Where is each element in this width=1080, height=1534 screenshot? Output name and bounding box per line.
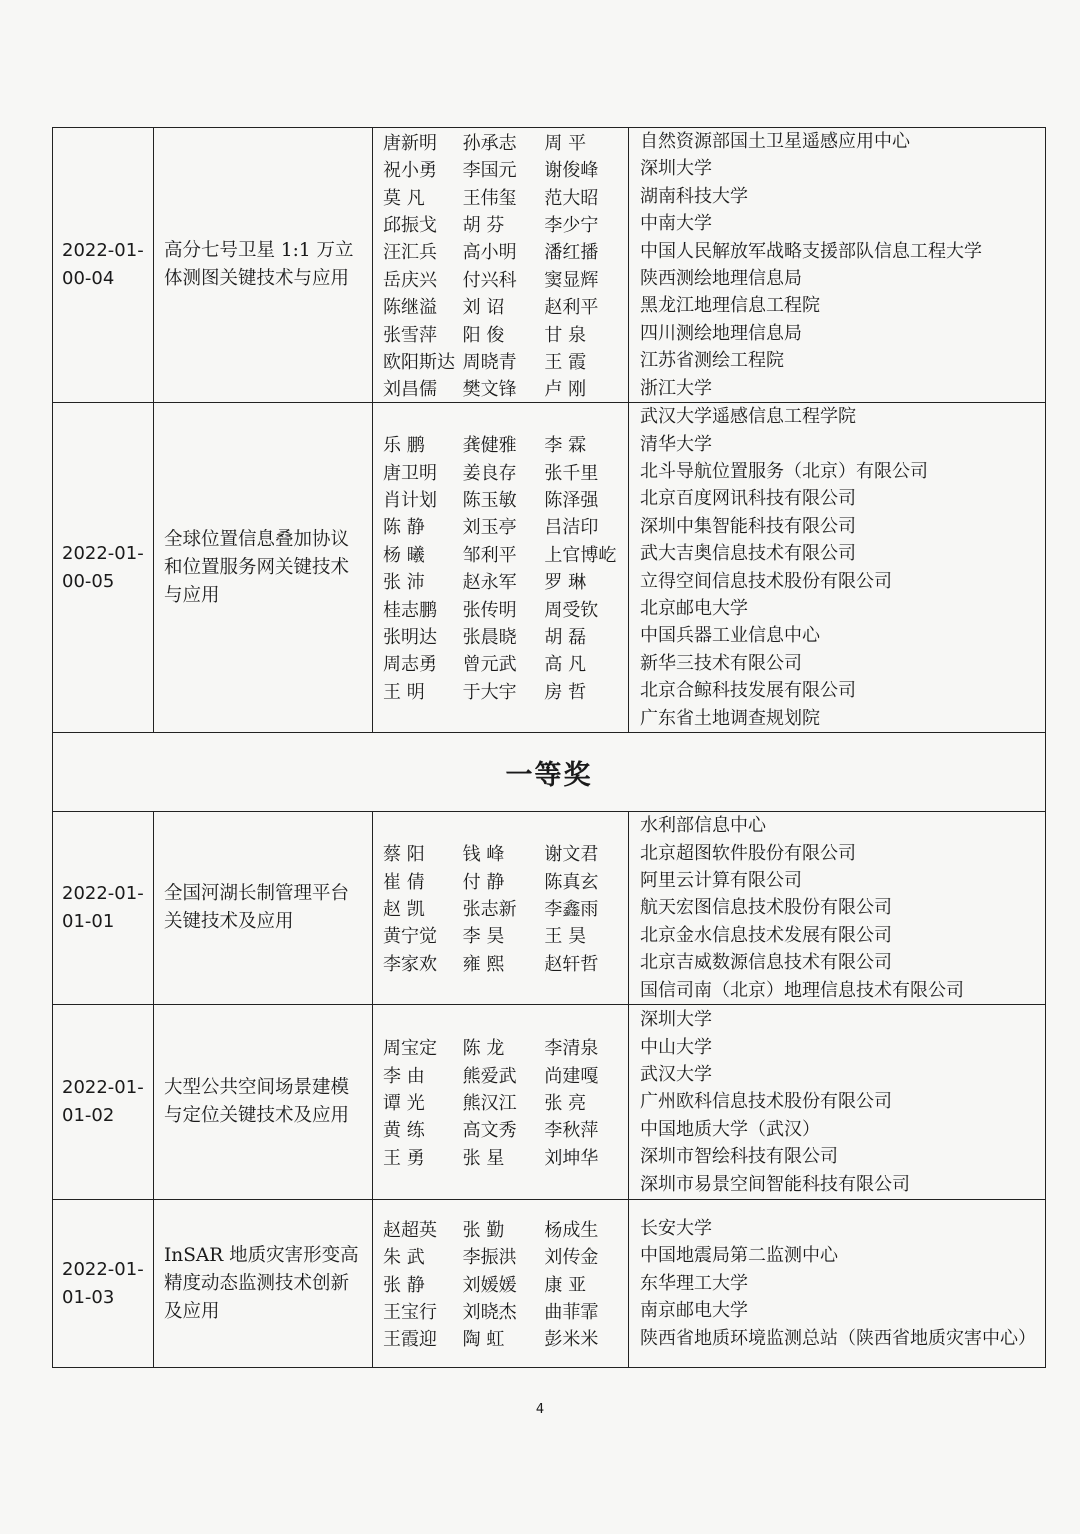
member-name: 刘传金 — [544, 1247, 599, 1269]
page-number: 4 — [535, 1402, 545, 1417]
member-name: 吕洁印 — [544, 517, 599, 539]
member-name: 龚健雅 — [462, 435, 517, 457]
member-name: 李家欢 — [383, 953, 437, 975]
member-row — [383, 375, 618, 402]
project-title-cell — [154, 1200, 373, 1368]
member-name: 李 昊 — [462, 926, 505, 948]
units-list — [629, 1215, 1045, 1352]
project-title: 大型公共空间场景建模与定位关键技术及应用 — [164, 1077, 350, 1127]
unit-name: 南京邮电大学 — [640, 1300, 748, 1322]
project-id-cell — [53, 1200, 154, 1368]
unit-name: 四川测绘地理信息局 — [640, 322, 802, 344]
member-name: 崔 倩 — [383, 871, 425, 893]
unit-name: 立得空间信息技术股份有限公司 — [640, 570, 892, 592]
member-name: 周志勇 — [383, 654, 437, 676]
unit-name: 中南大学 — [640, 213, 712, 235]
member-row — [383, 1088, 618, 1115]
member-name: 熊汉江 — [462, 1093, 517, 1115]
units-cell — [629, 128, 1046, 403]
member-row — [383, 292, 618, 319]
member-row — [383, 347, 618, 374]
section-heading: 一等奖 — [505, 759, 593, 791]
member-name: 刘 诏 — [462, 297, 505, 319]
member-name: 赵永军 — [462, 572, 517, 594]
table-row — [53, 1005, 1046, 1200]
member-name: 王 勇 — [383, 1147, 425, 1169]
member-name: 王宝行 — [383, 1301, 437, 1323]
member-name: 周受钦 — [544, 599, 599, 621]
unit-name: 中山大学 — [640, 1036, 712, 1058]
member-row — [383, 1297, 618, 1324]
member-row — [383, 894, 618, 921]
member-name: 康 亚 — [544, 1274, 587, 1296]
project-title: 全国河湖长制管理平台关键技术及应用 — [164, 883, 350, 933]
member-row — [383, 1061, 618, 1088]
member-name: 谢文君 — [544, 844, 599, 866]
member-name: 王霞迎 — [383, 1329, 437, 1351]
project-title-cell — [154, 812, 373, 1005]
member-row — [383, 540, 618, 567]
member-name: 乐 鹏 — [383, 435, 425, 457]
member-name: 樊文锋 — [462, 379, 517, 401]
member-name: 张 勤 — [462, 1219, 505, 1241]
unit-name: 国信司南（北京）地理信息技术有限公司 — [640, 979, 964, 1001]
unit-name: 东华理工大学 — [640, 1272, 748, 1294]
project-title-cell — [154, 1005, 373, 1200]
member-name: 李 霖 — [544, 435, 587, 457]
member-name: 杨成生 — [544, 1219, 599, 1241]
members-cell — [373, 128, 629, 403]
members-cell — [373, 1005, 629, 1200]
unit-name: 北京超图软件股份有限公司 — [640, 842, 856, 864]
member-name: 杨 曦 — [383, 544, 425, 566]
member-name: 李国元 — [462, 160, 517, 182]
award-table-body-bottom — [53, 812, 1046, 1368]
member-row — [383, 650, 618, 677]
project-id-cell — [53, 812, 154, 1005]
member-name: 黄宁觉 — [383, 926, 437, 948]
member-row — [383, 128, 618, 155]
member-name: 高 凡 — [544, 654, 587, 676]
unit-name: 清华大学 — [640, 433, 712, 455]
member-name: 刘玉亭 — [462, 517, 517, 539]
members-list — [373, 840, 628, 977]
member-name: 房 哲 — [544, 681, 587, 703]
project-id-cell — [53, 128, 154, 403]
member-name: 黄 练 — [383, 1120, 425, 1142]
member-name: 邹利平 — [462, 544, 517, 566]
member-name: 王 昊 — [544, 926, 587, 948]
project-title: InSAR 地质灾害形变高精度动态监测技术创新及应用 — [164, 1244, 359, 1322]
member-name: 潘红播 — [544, 242, 599, 264]
project-id: 2022-01- 00-05 — [62, 542, 144, 592]
member-name: 赵 凯 — [383, 899, 425, 921]
member-row — [383, 1270, 618, 1297]
member-row — [383, 1242, 618, 1269]
member-name: 陶 虹 — [462, 1329, 505, 1351]
member-name: 莫 凡 — [383, 187, 425, 209]
members-cell — [373, 812, 629, 1005]
units-cell — [629, 403, 1046, 733]
member-name: 张雪萍 — [383, 324, 437, 346]
member-name: 陈玉敏 — [462, 490, 517, 512]
member-name: 唐卫明 — [383, 462, 437, 484]
member-row — [383, 155, 618, 182]
member-name: 谭 光 — [383, 1093, 425, 1115]
member-row — [383, 677, 618, 704]
member-name: 张 亮 — [544, 1093, 587, 1115]
member-row — [383, 1215, 618, 1242]
project-id: 2022-01- 01-03 — [62, 1258, 144, 1308]
member-name: 张千里 — [544, 462, 599, 484]
member-name: 祝小勇 — [383, 160, 437, 182]
unit-name: 武汉大学 — [640, 1063, 712, 1085]
member-name: 高小明 — [462, 242, 517, 264]
member-row — [383, 1325, 618, 1352]
project-id: 2022-01- 00-04 — [62, 240, 144, 290]
unit-name: 中国地质大学（武汉） — [640, 1118, 820, 1140]
member-row — [383, 840, 618, 867]
table-row — [53, 403, 1046, 733]
member-name: 上官博屹 — [544, 544, 617, 566]
member-row — [383, 1034, 618, 1061]
member-row — [383, 568, 618, 595]
member-name: 岳庆兴 — [383, 269, 437, 291]
member-row — [383, 320, 618, 347]
member-name: 赵轩哲 — [544, 953, 599, 975]
unit-name: 深圳中集智能科技有限公司 — [640, 515, 856, 537]
member-row — [383, 867, 618, 894]
member-row — [383, 485, 618, 512]
member-name: 李秋萍 — [544, 1120, 599, 1142]
member-row — [383, 265, 618, 292]
unit-name: 广东省土地调查规划院 — [640, 707, 820, 729]
member-name: 李 由 — [383, 1065, 425, 1087]
member-row — [383, 622, 618, 649]
members-list — [373, 1034, 628, 1171]
unit-name: 北京吉威数源信息技术有限公司 — [640, 952, 892, 974]
member-name: 陈真玄 — [544, 871, 599, 893]
project-title-cell — [154, 128, 373, 403]
member-row — [383, 238, 618, 265]
member-name: 肖计划 — [383, 490, 437, 512]
member-row — [383, 922, 618, 949]
member-name: 蔡 阳 — [383, 844, 425, 866]
member-name: 朱 武 — [383, 1247, 425, 1269]
member-row — [383, 513, 618, 540]
member-name: 阳 俊 — [462, 324, 505, 346]
section-heading-cell — [53, 733, 1046, 812]
member-name: 胡 芬 — [462, 214, 505, 236]
unit-name: 新华三技术有限公司 — [640, 652, 802, 674]
member-name: 陈继溢 — [383, 297, 437, 319]
member-name: 钱 峰 — [462, 844, 505, 866]
table-row — [53, 128, 1046, 403]
member-name: 付 静 — [462, 871, 505, 893]
member-name: 刘坤华 — [544, 1147, 599, 1169]
unit-name: 武大吉奥信息技术有限公司 — [640, 543, 856, 565]
unit-name: 陕西测绘地理信息局 — [640, 268, 802, 290]
units-cell — [629, 1200, 1046, 1368]
member-name: 范大昭 — [544, 187, 599, 209]
unit-name: 深圳市易景空间智能科技有限公司 — [640, 1173, 910, 1195]
units-list — [629, 812, 1045, 1004]
member-name: 卢 刚 — [544, 379, 587, 401]
units-cell — [629, 1005, 1046, 1200]
unit-name: 浙江大学 — [640, 377, 712, 399]
units-list — [629, 1006, 1045, 1198]
member-name: 谢俊峰 — [544, 160, 599, 182]
table-row — [53, 812, 1046, 1005]
unit-name: 北京合鲸科技发展有限公司 — [640, 680, 856, 702]
member-name: 张 沛 — [383, 572, 425, 594]
member-name: 胡 磊 — [544, 627, 587, 649]
member-name: 李振洪 — [462, 1247, 517, 1269]
member-name: 刘昌儒 — [383, 379, 437, 401]
members-list — [373, 128, 628, 402]
member-name: 张志新 — [462, 899, 517, 921]
member-name: 赵超英 — [383, 1219, 437, 1241]
units-cell — [629, 812, 1046, 1005]
section-row-body — [53, 733, 1046, 812]
table-row — [53, 1200, 1046, 1368]
member-name: 周 平 — [544, 132, 587, 154]
member-name: 雍 熙 — [462, 953, 505, 975]
section-row — [53, 733, 1046, 812]
member-name: 赵利平 — [544, 297, 599, 319]
member-row — [383, 949, 618, 976]
member-name: 王 霞 — [544, 351, 587, 373]
member-name: 张 静 — [383, 1274, 425, 1296]
member-name: 刘媛媛 — [462, 1274, 517, 1296]
unit-name: 中国地震局第二监测中心 — [640, 1245, 838, 1267]
member-name: 桂志鹏 — [383, 599, 437, 621]
member-name: 熊爱武 — [462, 1065, 517, 1087]
member-name: 王伟玺 — [462, 187, 517, 209]
unit-name: 水利部信息中心 — [640, 815, 766, 837]
units-list — [629, 403, 1045, 732]
unit-name: 北京百度网讯科技有限公司 — [640, 488, 856, 510]
member-name: 李清泉 — [544, 1038, 599, 1060]
member-row — [383, 595, 618, 622]
member-row — [383, 210, 618, 237]
project-id: 2022-01- 01-01 — [62, 883, 144, 933]
members-list — [373, 431, 628, 705]
member-name: 周宝定 — [383, 1038, 437, 1060]
member-name: 陈 静 — [383, 517, 425, 539]
member-name: 付兴科 — [462, 269, 517, 291]
member-name: 欧阳斯达 — [383, 351, 455, 373]
member-name: 高文秀 — [462, 1120, 517, 1142]
unit-name: 北斗导航位置服务（北京）有限公司 — [640, 460, 928, 482]
unit-name: 湖南科技大学 — [640, 185, 748, 207]
member-name: 姜良存 — [462, 462, 517, 484]
member-name: 罗 琳 — [544, 572, 587, 594]
unit-name: 中国人民解放军战略支援部队信息工程大学 — [640, 240, 982, 262]
unit-name: 长安大学 — [640, 1218, 712, 1240]
member-row — [383, 1116, 618, 1143]
member-name: 张 星 — [462, 1147, 505, 1169]
project-id-cell — [53, 403, 154, 733]
units-list — [629, 128, 1045, 402]
project-title-cell — [154, 403, 373, 733]
member-name: 王 明 — [383, 681, 425, 703]
member-name: 张晨晓 — [462, 627, 517, 649]
unit-name: 北京邮电大学 — [640, 597, 748, 619]
member-name: 甘 泉 — [544, 324, 587, 346]
member-name: 李少宁 — [544, 214, 599, 236]
member-row — [383, 431, 618, 458]
unit-name: 自然资源部国土卫星遥感应用中心 — [640, 131, 910, 152]
unit-name: 广州欧科信息技术股份有限公司 — [640, 1091, 892, 1113]
members-cell — [373, 1200, 629, 1368]
member-name: 彭米米 — [544, 1329, 599, 1351]
project-title: 高分七号卫星 1:1 万立体测图关键技术与应用 — [164, 240, 354, 290]
member-name: 张明达 — [383, 627, 437, 649]
unit-name: 武汉大学遥感信息工程学院 — [640, 406, 856, 428]
members-cell — [373, 403, 629, 733]
member-row — [383, 183, 618, 210]
unit-name: 江苏省测绘工程院 — [640, 350, 784, 372]
member-name: 陈泽强 — [544, 490, 599, 512]
award-table — [52, 127, 1046, 1368]
unit-name: 深圳大学 — [640, 158, 712, 180]
member-name: 尚建嘎 — [544, 1065, 599, 1087]
member-row — [383, 1143, 618, 1170]
member-name: 窦显辉 — [544, 269, 599, 291]
member-name: 李鑫雨 — [544, 899, 599, 921]
project-title: 全球位置信息叠加协议和位置服务网关键技术与应用 — [164, 528, 350, 606]
unit-name: 深圳大学 — [640, 1009, 712, 1031]
member-name: 周晓青 — [462, 351, 517, 373]
member-name: 曲菲霏 — [544, 1301, 599, 1323]
member-name: 曾元武 — [462, 654, 517, 676]
unit-name: 阿里云计算有限公司 — [640, 869, 802, 891]
unit-name: 深圳市智绘科技有限公司 — [640, 1146, 838, 1168]
member-name: 陈 龙 — [462, 1038, 505, 1060]
members-list — [373, 1215, 628, 1352]
member-name: 邱振戈 — [383, 214, 437, 236]
unit-name: 北京金水信息技术发展有限公司 — [640, 924, 892, 946]
unit-name: 航天宏图信息技术股份有限公司 — [640, 897, 892, 919]
member-name: 唐新明 — [383, 132, 437, 154]
project-id: 2022-01- 01-02 — [62, 1077, 144, 1127]
member-name: 张传明 — [462, 599, 517, 621]
unit-name: 陕西省地质环境监测总站（陕西省地质灾害中心） — [640, 1327, 1036, 1349]
member-name: 刘晓杰 — [462, 1301, 517, 1323]
project-id-cell — [53, 1005, 154, 1200]
unit-name: 中国兵器工业信息中心 — [640, 625, 820, 647]
award-table-body-top — [53, 128, 1046, 733]
member-name: 于大宇 — [462, 681, 517, 703]
member-name: 孙承志 — [462, 132, 517, 154]
member-row — [383, 458, 618, 485]
member-name: 汪汇兵 — [383, 242, 437, 264]
unit-name: 黑龙江地理信息工程院 — [640, 295, 820, 317]
